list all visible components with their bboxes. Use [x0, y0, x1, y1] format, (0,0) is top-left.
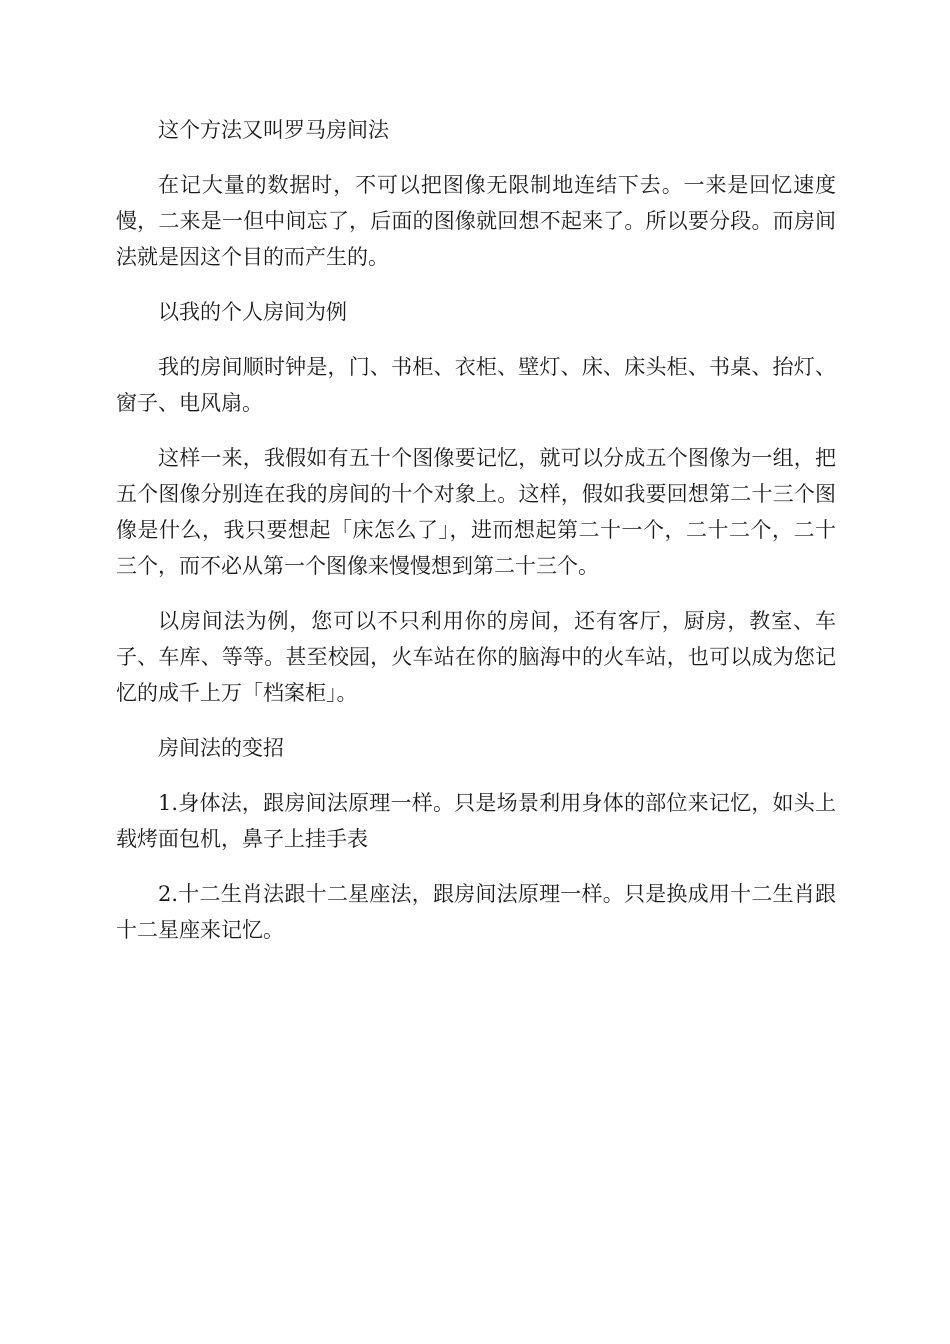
paragraph-body-method: 1.身体法，跟房间法原理一样。只是场景利用身体的部位来记忆，如头上载烤面包机，鼻子上挂手表	[116, 791, 836, 851]
paragraph-grouping: 这样一来，我假如有五十个图像要记忆，就可以分成五个图像为一组，把五个图像分别连在我的房间的十个对象上。这样，假如我要回想第二十三个图像是什么，我只要想起「床怎么了」，进而想起第二十一个，二十二个，二十三个，而不必从第一个图像来慢慢想到第二十三个。	[116, 446, 836, 578]
document-page	[116, 112, 836, 967]
paragraph-variants-heading: 房间法的变招	[158, 736, 284, 760]
paragraph-title-roman-room: 这个方法又叫罗马房间法	[158, 118, 389, 142]
paragraph-room-items: 我的房间顺时钟是，门、书柜、衣柜、壁灯、床、床头柜、书桌、抬灯、窗子、电风扇。	[116, 355, 836, 415]
paragraph-other-places: 以房间法为例，您可以不只利用你的房间，还有客厅，厨房，教室、车子、车库、等等。甚至校园，火车站在你的脑海中的火车站，也可以成为您记忆的成千上万「档案柜」。	[116, 609, 836, 705]
paragraph-example-heading: 以我的个人房间为例	[158, 300, 347, 324]
paragraph-zodiac-method: 2.十二生肖法跟十二星座法，跟房间法原理一样。只是换成用十二生肖跟十二星座来记忆。	[116, 882, 836, 942]
paragraph-intro: 在记大量的数据时，不可以把图像无限制地连结下去。一来是回忆速度慢，二来是一但中间忘了，后面的图像就回想不起来了。所以要分段。而房间法就是因这个目的而产生的。	[116, 173, 836, 269]
